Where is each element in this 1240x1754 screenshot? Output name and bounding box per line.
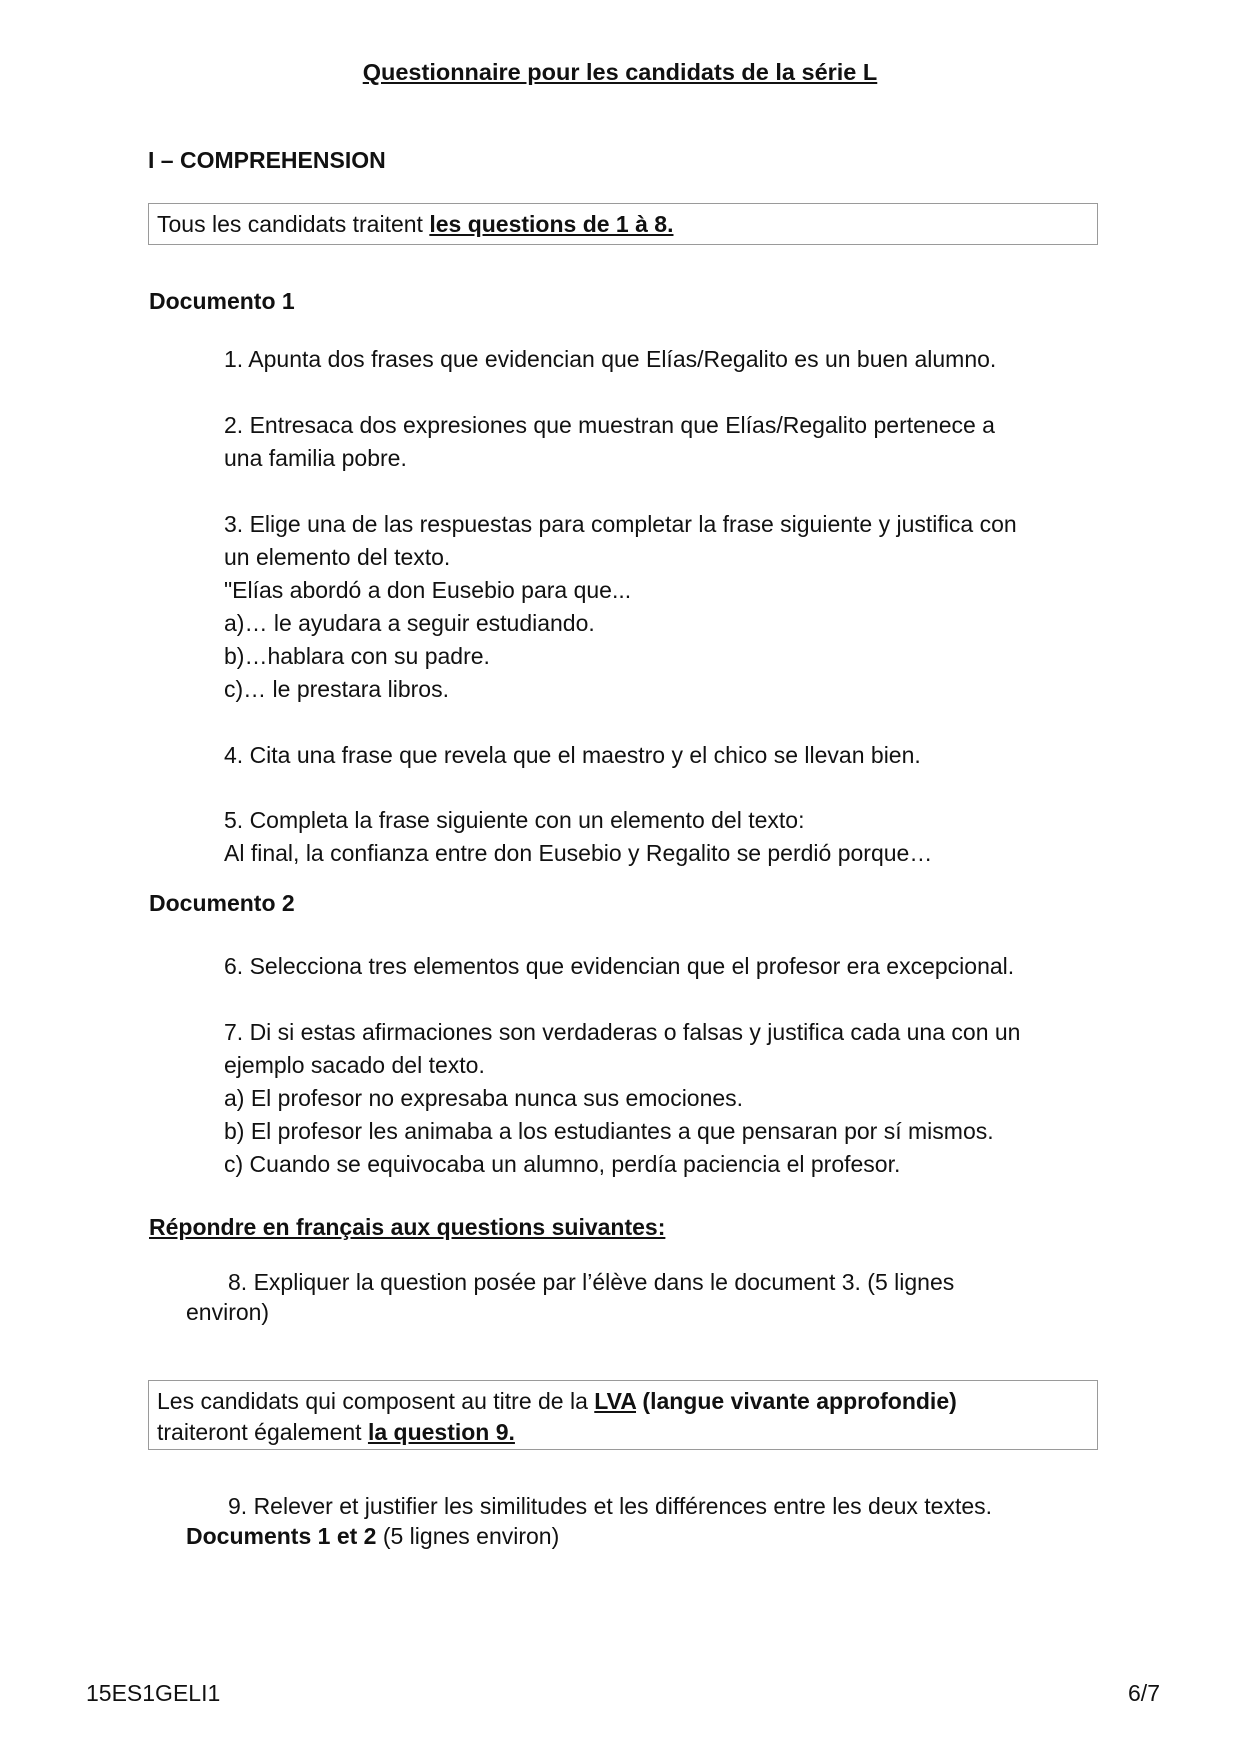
instructions-box-all-candidates (148, 203, 1098, 245)
question-3-option-c: c)… le prestara libros. (224, 676, 449, 702)
lva-emphasis: la question 9. (367, 1419, 515, 1445)
lva-abbreviation: LVA (594, 1388, 637, 1414)
question-7-line-1: 7. Di si estas afirmaciones son verdaderas o falsas y justifica cada una con un (224, 1019, 1021, 1045)
question-5 (224, 804, 1114, 870)
question-4: 4. Cita una frase que revela que el maestro y el chico se llevan bien. (224, 742, 921, 768)
lva-text-part-3: traiteront également (157, 1419, 368, 1445)
french-answers-heading: Répondre en français aux questions suivantes: (149, 1214, 666, 1240)
question-3-option-a: a)… le ayudara a seguir estudiando. (224, 610, 595, 636)
question-9 (186, 1491, 1116, 1551)
section-heading-comprehension: I – COMPREHENSION (148, 147, 386, 173)
question-7-option-b: b) El profesor les animaba a los estudiantes a que pensaran por sí mismos. (224, 1118, 994, 1144)
question-8 (186, 1267, 1086, 1327)
question-5-line-2: Al final, la confianza entre don Eusebio y Regalito se perdió porque… (224, 840, 933, 866)
page-title: Questionnaire pour les candidats de la série L (362, 59, 878, 85)
question-3-line-2: un elemento del texto. (224, 544, 451, 570)
question-3-line-1: 3. Elige una de las respuestas para completar la frase siguiente y justifica con (224, 511, 1017, 537)
question-9-documents: Documents 1 et 2 (186, 1523, 377, 1549)
question-3 (224, 508, 1114, 706)
question-2-line-1: 2. Entresaca dos expresiones que muestran que Elías/Regalito pertenece a (224, 412, 995, 438)
question-9-rest: (5 lignes environ) (376, 1523, 560, 1549)
question-2-line-2: una familia pobre. (224, 445, 407, 471)
instructions-text: Tous les candidats traitent (157, 211, 430, 237)
question-5-line-1: 5. Completa la frase siguiente con un elemento del texto: (224, 807, 805, 833)
lva-line-2 (157, 1417, 1089, 1448)
question-9-line-1: 9. Relever et justifier les similitudes et les différences entre les deux textes. (228, 1493, 993, 1519)
question-2 (224, 409, 1114, 475)
question-7-option-c: c) Cuando se equivocaba un alumno, perdía paciencia el profesor. (224, 1151, 901, 1177)
question-7-option-a: a) El profesor no expresaba nunca sus emociones. (224, 1085, 744, 1111)
question-1: 1. Apunta dos frases que evidencian que Elías/Regalito es un buen alumno. (224, 346, 997, 372)
question-7-line-2: ejemplo sacado del texto. (224, 1052, 485, 1078)
question-7 (224, 1016, 1114, 1181)
footer-subject-code: 15ES1GELI1 (86, 1680, 221, 1706)
document-2-heading: Documento 2 (149, 890, 295, 916)
footer-page-number: 6/7 (1128, 1680, 1160, 1706)
question-8-line-2: environ) (186, 1299, 270, 1325)
question-8-line-1: 8. Expliquer la question posée par l’élève dans le document 3. (5 lignes (228, 1269, 955, 1295)
question-3-option-b: b)…hablara con su padre. (224, 643, 490, 669)
instructions-box-lva (148, 1380, 1098, 1450)
lva-full-name: (langue vivante approfondie) (636, 1388, 957, 1414)
instructions-emphasis: les questions de 1 à 8. (429, 211, 674, 237)
question-6: 6. Selecciona tres elementos que evidencian que el profesor era excepcional. (224, 953, 1015, 979)
lva-line-1 (157, 1386, 1089, 1417)
question-9-line-2 (186, 1521, 1116, 1551)
document-1-heading: Documento 1 (149, 288, 295, 314)
question-3-line-3: "Elías abordó a don Eusebio para que... (224, 577, 632, 603)
lva-text-part-1: Les candidats qui composent au titre de la (157, 1388, 595, 1414)
